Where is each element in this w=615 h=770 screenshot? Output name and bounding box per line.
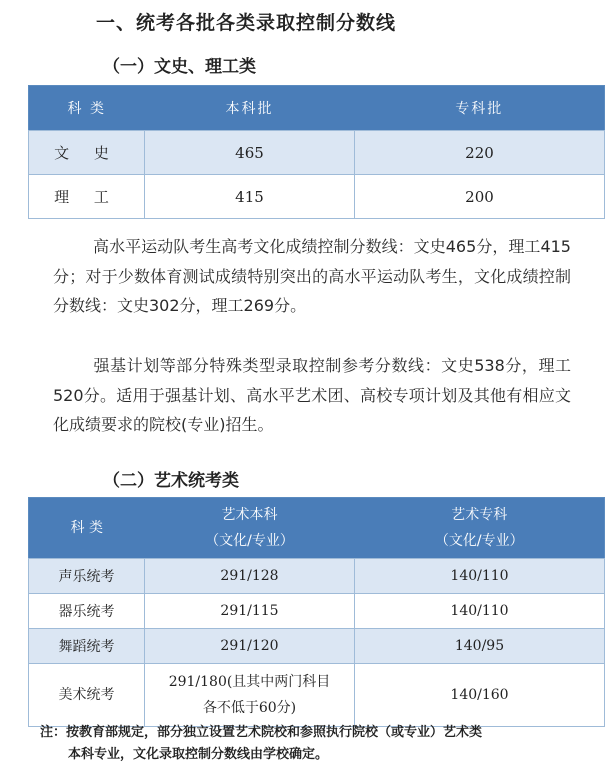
table-row — [29, 175, 605, 219]
row-category: 美术统考 — [29, 664, 145, 727]
section-title: 一、统考各批各类录取控制分数线 — [96, 12, 397, 34]
table-header-row — [29, 86, 605, 131]
header-art-junior-line2: （文化/专业） — [434, 533, 524, 549]
header-art-junior — [355, 498, 605, 559]
header-art-undergrad — [145, 498, 355, 559]
row-category: 理 工 — [29, 175, 145, 219]
row-undergrad-score: 291/115 — [145, 594, 355, 629]
footnote — [40, 722, 600, 766]
row-junior-score: 140/110 — [355, 594, 605, 629]
header-art-junior-line1: 艺术专科 — [451, 507, 508, 523]
paragraph-sports-team-text: 高水平运动队考生高考文化成绩控制分数线：文史465分，理工415分；对于少数体育测试成绩特别突出的高水平运动队考生，文化成绩控制分数线：文史302分，理工269分。 — [53, 237, 571, 315]
subsection-title-art: （二）艺术统考类 — [103, 471, 239, 491]
row-undergrad-score-line2: 各不低于60分) — [202, 700, 297, 716]
row-category: 文 史 — [29, 131, 145, 175]
row-undergrad-score-line1: 291/180(且其中两门科目 — [168, 674, 331, 690]
table-row — [29, 594, 605, 629]
paragraph-strong-base-text: 强基计划等部分特殊类型录取控制参考分数线：文史538分，理工520分。适用于强基计划、高水平艺术团、高校专项计划及其他有相应文化成绩要求的院校(专业)招生。 — [53, 356, 571, 434]
row-junior-score: 220 — [355, 131, 605, 175]
row-junior-score: 140/95 — [355, 629, 605, 664]
footnote-line1: 注：按教育部规定，部分独立设置艺术院校和参照执行院校（或专业）艺术类 — [40, 725, 483, 740]
row-undergrad-score: 291/128 — [145, 559, 355, 594]
table-row — [29, 559, 605, 594]
header-category: 科 类 — [29, 86, 145, 131]
subsection-title-wenshi-ligong: （一）文史、理工类 — [103, 57, 256, 77]
paragraph-strong-base — [53, 351, 571, 440]
row-junior-score: 140/110 — [355, 559, 605, 594]
header-art-undergrad-line2: （文化/专业） — [205, 533, 294, 549]
row-junior-score: 200 — [355, 175, 605, 219]
row-junior-score: 140/160 — [355, 664, 605, 727]
table-art — [28, 497, 605, 727]
row-category: 器乐统考 — [29, 594, 145, 629]
table-row — [29, 629, 605, 664]
header-art-undergrad-line1: 艺术本科 — [221, 507, 278, 523]
header-junior: 专科批 — [355, 86, 605, 131]
table-row — [29, 131, 605, 175]
header-category: 科 类 — [29, 498, 145, 559]
row-undergrad-score — [145, 664, 355, 727]
paragraph-sports-team — [53, 232, 571, 321]
table-header-row — [29, 498, 605, 559]
footnote-line2: 本科专业，文化录取控制分数线由学校确定。 — [68, 747, 329, 762]
table-wenshi-ligong — [28, 85, 605, 219]
row-category: 舞蹈统考 — [29, 629, 145, 664]
header-undergrad: 本科批 — [145, 86, 355, 131]
row-undergrad-score: 415 — [145, 175, 355, 219]
row-undergrad-score: 465 — [145, 131, 355, 175]
table-row — [29, 664, 605, 727]
row-category: 声乐统考 — [29, 559, 145, 594]
row-undergrad-score: 291/120 — [145, 629, 355, 664]
